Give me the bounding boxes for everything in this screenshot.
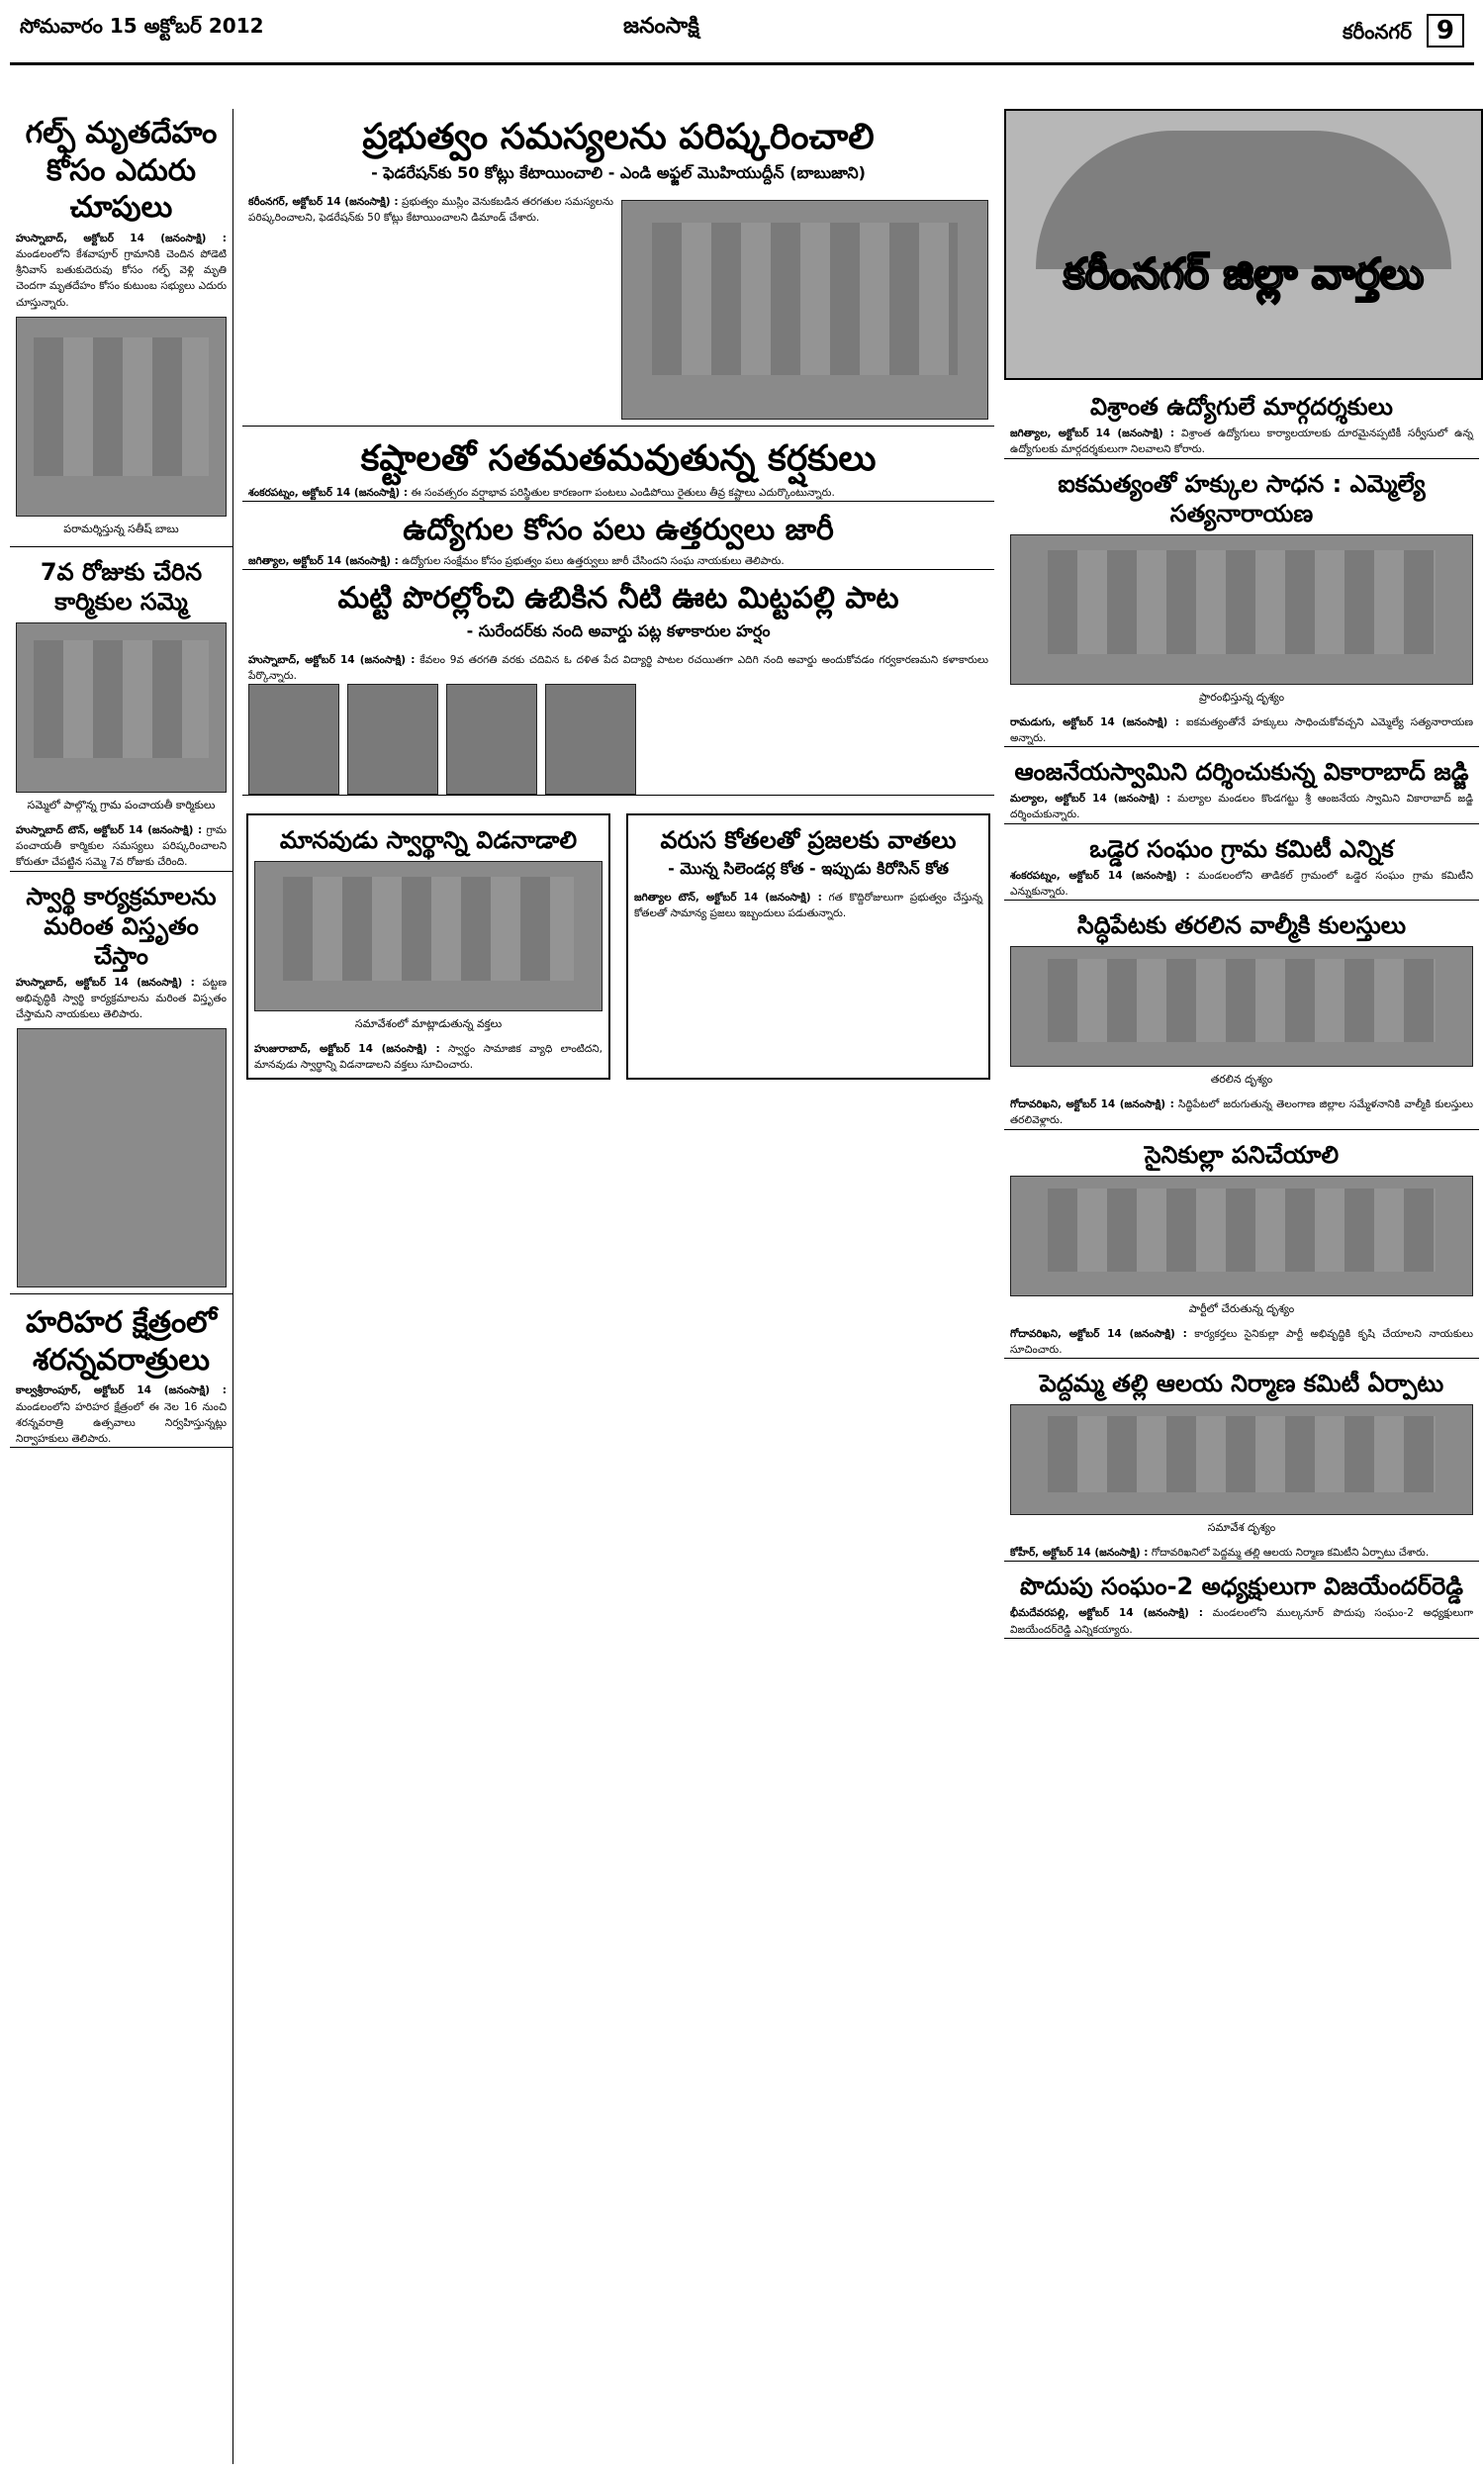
dateline: హుజురాబాద్, అక్టోబర్ 14 (జనంసాక్షి) : [254,1043,440,1056]
article-body [1010,791,1473,823]
article-gulf [10,115,232,547]
article-text: మండలంలోని ముల్కనూర్ పొదుపు సంఘం-2 అధ్యక్షులుగా విజయేందర్‌రెడ్డి ఎన్నికయ్యారు. [1010,1607,1473,1636]
article-strike [10,557,232,872]
article-text: ఐకమత్యంతోనే హక్కులు సాధించుకోవచ్చని ఎమ్మెల్యే సత్యనారాయణ అన్నారు. [1010,715,1473,744]
article-text: మల్యాల మండలం కొండగట్టు శ్రీ ఆంజనేయ స్వామిని వికారాబాద్ జడ్జి దర్శించుకున్నారు. [1010,793,1473,821]
article-savings [1004,1571,1479,1639]
headline: ఆంజనేయస్వామిని దర్శించుకున్న వికారాబాద్ జడ్జి [1014,758,1469,787]
dateline: గోదావరిఖని, అక్టోబర్ 14 (జనంసాక్షి) : [1010,1327,1187,1340]
article-text: కేవలం 9వ తరగతి వరకు చదివిన ఓ దళిత పేద విద్యార్థి పాటల రచయితగా ఎదిగి నంది అవార్డు అందుకోవడం గర్వకారణమని కళాకారులు పేర్కొన్నారు. [248,653,988,682]
article-text: గోదావరిఖనిలో పెద్దమ్మ తల్లి ఆలయ నిర్మాణ కమిటీని ఏర్పాటు చేశారు. [1151,1547,1430,1560]
article-swarthi [10,882,232,1295]
portrait-photo [347,684,438,795]
subheadline: - ఫెడరేషన్‌కు 50 కోట్లు కేటాయించాలి - ఎండి అఫ్జల్ మొహియుద్దీన్ (బాబుజాని) [371,163,866,182]
headline: గల్ఫ్ మృతదేహం కోసం ఎదురు చూపులు [25,116,218,225]
headline: సైనికుల్లా పనిచేయాలి [1144,1140,1340,1169]
district-banner [1004,109,1483,380]
headline: మానవుడు స్వార్థాన్ని విడనాడాలి [279,826,578,855]
article-text: మండలంలోని తాడికల్ గ్రామంలో ఒడ్డెర సంఘం గ్రామ కమిటీని ఎన్నుకున్నారు. [1010,869,1474,898]
news-photo [1010,1176,1473,1296]
article-body [1010,1605,1473,1638]
article-body [254,1041,603,1074]
article-body [634,890,982,922]
article-body [1010,714,1473,747]
news-photo [254,861,603,1011]
headline: కష్టాలతో సతమతమవుతున్న కర్షకులు [360,438,877,479]
news-photo [1010,946,1473,1067]
photo-caption: సమ్మెలో పాల్గొన్న గ్రామ పంచాయతీ కార్మికులు [27,798,216,811]
portrait-photo [17,1028,227,1287]
article-body [16,1382,227,1447]
news-photo [16,622,227,793]
article-body [1010,1326,1473,1359]
article-body [16,822,227,871]
article-body [1010,426,1473,458]
headline: మట్టి పొరల్లోంచి ఉబికిన నీటి ఊట మిట్టపల్లి పాట [337,581,899,617]
headline: హరిహర క్షేత్రంలో శరన్నవరాత్రులు [25,1305,218,1378]
article-body [1010,1545,1473,1561]
dateline: శంకరపట్నం, అక్టోబర్ 14 (జనంసాక్షి) : [248,487,409,499]
article-text: మండలంలోని హరిహర క్షేత్రంలో ఈ నెల 16 నుంచి శరన్నవరాత్రి ఉత్సవాలు నిర్వహిస్తున్నట్లు నిర్వాహకులు తెలిపారు. [16,1400,227,1446]
article-retired [1004,392,1479,459]
article-cuts [626,813,990,1080]
headline: ఐకమత్యంతో హక్కుల సాధన : ఎమ్మెల్యే సత్యనారాయణ [1058,469,1426,527]
article-text: గ్రామ పంచాయతీ కార్మికుల సమస్యలు పరిష్కరించాలని కోరుతూ చేపట్టిన సమ్మె 7వ రోజుకు చేరింది. [16,823,227,869]
article-text: ప్రభుత్వం ముస్లిం వెనుకబడిన తరగతుల సమస్యలను పరిష్కరించాలని, ఫెడరేషన్‌కు 50 కోట్లు కేటాయించాలని డిమాండ్ చేశారు. [248,196,613,225]
article-text: సిద్ధిపేటలో జరుగుతున్న తెలంగాణ జిల్లాల సమ్మేళనానికి వాల్మీకి కులస్తులు తరలివెళ్లారు. [1010,1098,1473,1127]
dateline: రామడుగు, అక్టోబర్ 14 (జనంసాక్షి) : [1010,715,1179,728]
dateline: హుస్నాబాద్, అక్టోబర్ 14 (జనంసాక్షి) : [248,653,416,666]
photo-caption: పరామర్శిస్తున్న సతీష్ బాబు [63,522,179,535]
article-temple [1004,1369,1479,1562]
article-valmiki [1004,910,1479,1130]
news-photo [621,200,988,420]
article-song [242,580,994,796]
article-soldiers [1004,1140,1479,1360]
headline: ఒడ్డెర సంఘం గ్రామ కమిటీ ఎన్నిక [1089,834,1394,863]
article-body [1010,1096,1473,1129]
dateline: మల్యాల, అక్టోబర్ 14 (జనంసాక్షి) : [1010,793,1171,806]
article-body [248,553,988,569]
issue-date: సోమవారం 15 అక్టోబర్ 2012 [20,14,264,38]
dateline: కరీంనగర్, అక్టోబర్ 14 (జనంసాక్షి) : [248,196,399,208]
dateline: భీమదేవరపల్లి, అక్టోబర్ 14 (జనంసాక్షి) : [1010,1607,1203,1620]
headline: ప్రభుత్వం సమస్యలను పరిష్కరించాలి [362,117,875,157]
headline: వరుస కోతలతో ప్రజలకు వాతలు [660,826,957,855]
masthead [10,8,1474,65]
article-selfishness [246,813,610,1080]
portrait-photo [446,684,537,795]
column-left [10,109,233,2464]
article-body [16,231,227,311]
article-body [248,194,613,426]
photo-caption: తరలిన దృశ్యం [1210,1073,1273,1087]
photo-caption: సమావేశ దృశ్యం [1207,1521,1276,1535]
dateline: గోదావరిఖని, అక్టోబర్ 14 (జనంసాక్షి) : [1010,1098,1174,1111]
dateline: కోహీర్, అక్టోబర్ 14 (జనంసాక్షి) : [1010,1547,1149,1560]
headline: విశ్రాంత ఉద్యోగులే మార్గదర్శకులు [1090,393,1393,421]
article-body [1010,868,1473,901]
dateline: హుస్నాబాద్, అక్టోబర్ 14 (జనంసాక్షి) : [16,232,227,244]
headline: సిద్ధిపేటకు తరలిన వాల్మీకి కులస్తులు [1076,911,1407,940]
news-photo [1010,1404,1473,1515]
headline: పెద్దమ్మ తల్లి ఆలయ నిర్మాణ కమిటీ ఏర్పాటు [1039,1370,1444,1398]
news-photo [1010,534,1473,685]
subheadline: - సురేందర్‌కు నంది అవార్డు పట్ల కళాకారుల హర్షం [466,620,771,640]
article-body [248,652,988,685]
page-number: 9 [1427,14,1464,48]
headline: ఉద్యోగుల కోసం పలు ఉత్తర్వులు జారీ [403,513,834,548]
article-government [242,115,994,427]
portrait-row [248,684,988,795]
dateline: జగిత్యాల టౌన్, అక్టోబర్ 14 (జనంసాక్షి) : [634,892,822,904]
column-center [242,109,994,2464]
article-employees [242,512,994,570]
article-body [16,975,227,1023]
dateline: కాల్వశ్రీరాంపూర్, అక్టోబర్ 14 (జనంసాక్షి) : [16,1384,227,1397]
dateline: హుస్నాబాద్, అక్టోబర్ 14 (జనంసాక్షి) : [16,976,195,989]
portrait-photo [545,684,636,795]
article-text: స్వార్థం సామాజిక వ్యాధి లాంటిదని, మానవుడు స్వార్థాన్ని విడనాడాలని వక్తలు సూచించారు. [254,1043,603,1072]
article-text: కార్యకర్తలు సైనికుల్లా పార్టీ అభివృద్ధికి కృషి చేయాలని నాయకులు సూచించారు. [1010,1327,1474,1356]
article-text: పట్టణ అభివృద్ధికి స్వార్థి కార్యక్రమాలను మరింత విస్తృతం చేస్తామని నాయకులు తెలిపారు. [16,976,227,1021]
article-text: ఈ సంవత్సరం వర్షాభావ పరిస్థితుల కారణంగా పంటలు ఎండిపోయి రైతులు తీవ్ర కష్టాలు ఎదుర్కొంటున్నారు. [411,487,835,499]
banner-title: కరీంనగర్ జిల్లా వార్తలు [1063,249,1425,298]
article-text: విశ్రాంత ఉద్యోగులు కార్యాలయాలకు దూరమైనప్పటికీ సర్వీసులో ఉన్న ఉద్యోగులకు మార్గదర్శకులుగా నిలవాలని కోరారు. [1010,428,1473,456]
dateline: జగిత్యాల, అక్టోబర్ 14 (జనంసాక్షి) : [1010,428,1175,439]
district-label [1343,14,1464,48]
dateline: జగిత్యాల, అక్టోబర్ 14 (జనంసాక్షి) : [248,554,399,567]
arch-graphic [1036,131,1451,269]
photo-caption: పార్టీలో చేరుతున్న దృశ్యం [1188,1301,1295,1315]
news-photo [16,317,227,517]
article-unity [1004,469,1479,748]
article-text: ఉద్యోగుల సంక్షేమం కోసం ప్రభుత్వం పలు ఉత్తర్వులు జారీ చేసిందని సంఘ నాయకులు తెలిపారు. [402,554,785,567]
portrait-photo [248,684,339,795]
column-right [1004,386,1479,2464]
article-oddera [1004,834,1479,902]
paper-name: జనంసాక్షి [623,14,699,39]
photo-caption: సమావేశంలో మాట్లాడుతున్న వక్తలు [354,1017,503,1031]
article-text: మండలంలోని కేశవాపూర్ గ్రామానికి చెందిన పోడెటి శ్రీనివాస్ బతుకుదెరువు కోసం గల్ఫ్ వెళ్లి మృతి చెందగా మృతదేహం కోసం కుటుంబ సభ్యులు ఎదురు చూస్తున్నారు. [16,247,227,309]
subheadline: - మొన్న సిలెండర్ల కోత - ఇప్పుడు కిరోసిన్ కోత [668,859,949,879]
article-farmers [242,436,994,502]
headline: 7వ రోజుకు చేరిన కార్మికుల సమ్మె [40,557,203,616]
article-judge [1004,757,1479,824]
headline: పొదుపు సంఘం-2 అధ్యక్షులుగా విజయేందర్‌రెడ్డి [1020,1572,1463,1601]
article-text: గత కొద్దిరోజులుగా ప్రభుత్వం చేస్తున్న కోతలతో సామాన్య ప్రజలు ఇబ్బందులు పడుతున్నారు. [634,892,983,920]
article-body [248,485,988,501]
article-navaratri [10,1304,232,1448]
dateline: హుస్నాబాద్ టౌన్, అక్టోబర్ 14 (జనంసాక్షి) : [16,823,203,836]
photo-caption: ప్రారంభిస్తున్న దృశ్యం [1198,690,1285,704]
district-name: కరీంనగర్ [1342,20,1412,44]
headline: స్వార్థి కార్యక్రమాలను మరింత విస్తృతం చేస్తాం [26,882,217,970]
dateline: శంకరపట్నం, అక్టోబర్ 14 (జనంసాక్షి) : [1010,869,1190,882]
